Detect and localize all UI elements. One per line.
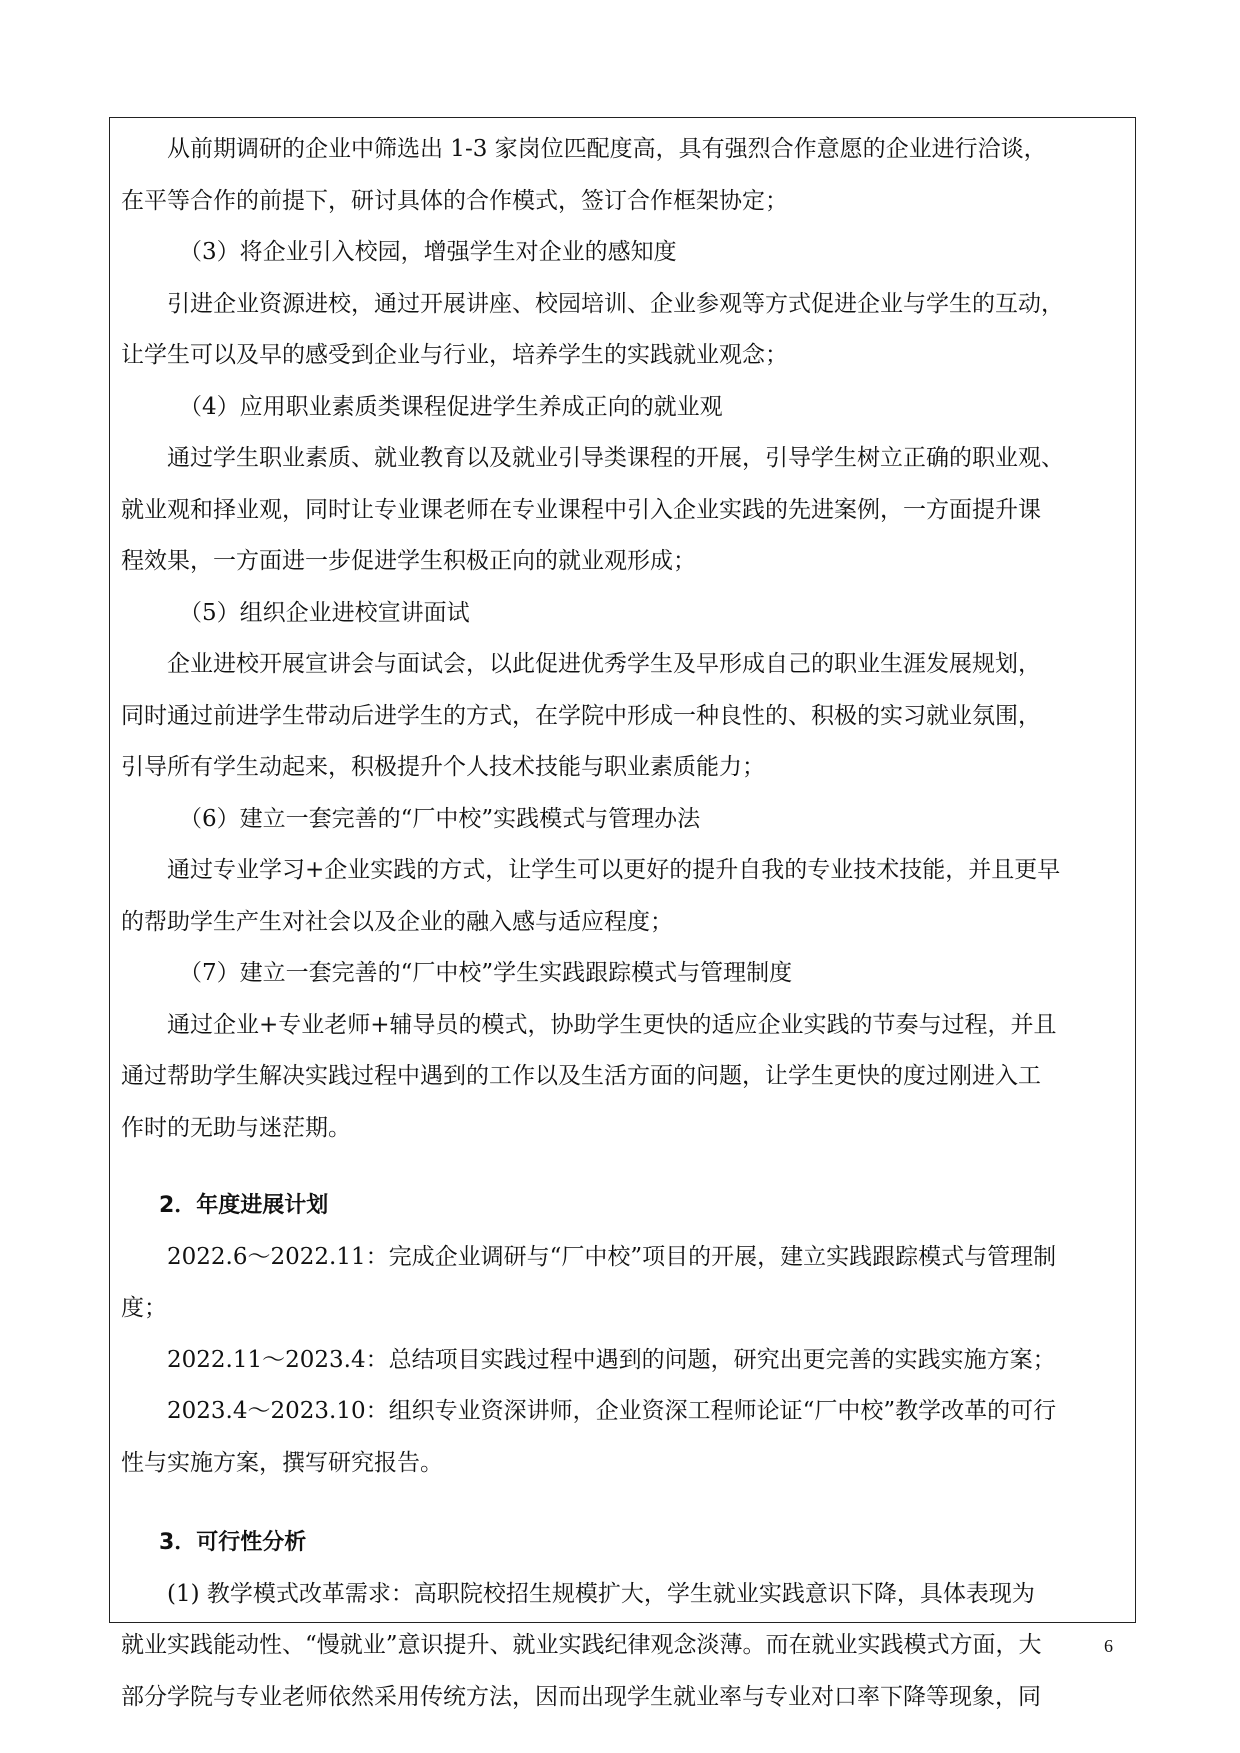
page-number: 6 [1104, 1636, 1113, 1656]
paragraph-line: 同时通过前进学生带动后进学生的方式，在学院中形成一种良性的、积极的实习就业氛围， [121, 702, 1041, 729]
feasibility-line: 部分学院与专业老师依然采用传统方法，因而出现学生就业率与专业对口率下降等现象，同 [121, 1683, 1041, 1710]
section-spacer [121, 1154, 1115, 1180]
section-spacer [121, 1489, 1115, 1517]
paragraph-line: 引导所有学生动起来，积极提升个人技术技能与职业素质能力； [121, 754, 765, 780]
paragraph-line: 通过帮助学生解决实践过程中遇到的工作以及生活方面的问题，让学生更快的度过刚进入工 [121, 1063, 1041, 1089]
feasibility-line: 就业实践能动性、“慢就业”意识提升、就业实践纪律观念淡薄。而在就业实践模式方面，大 [121, 1632, 1042, 1658]
paragraph-line: 通过专业学习+企业实践的方式，让学生可以更好的提升自我的专业技术技能，并且更早 [167, 857, 1061, 883]
plan-line: 度； [121, 1295, 167, 1321]
plan-line: 2023.4～2023.10：组织专业资深讲师，企业资深工程师论证“厂中校”教学改革的可行 [167, 1398, 1057, 1424]
plan-line: 2022.11～2023.4：总结项目实践过程中遇到的问题，研究出更完善的实践实施方案； [167, 1346, 1056, 1373]
paragraph-line: 的帮助学生产生对社会以及企业的融入感与适应程度； [121, 908, 673, 935]
item-heading-4: （4）应用职业素质类课程促进学生养成正向的就业观 [179, 393, 723, 420]
item-heading-6: （6）建立一套完善的“厂中校”实践模式与管理办法 [179, 805, 701, 832]
item-heading-3: （3）将企业引入校园，增强学生对企业的感知度 [179, 239, 677, 265]
item-heading-7: （7）建立一套完善的“厂中校”学生实践跟踪模式与管理制度 [179, 960, 793, 986]
paragraph-line: 作时的无助与迷茫期。 [121, 1114, 351, 1141]
paragraph-line: 让学生可以及早的感受到企业与行业，培养学生的实践就业观念； [121, 342, 788, 368]
paragraph-line: 企业进校开展宣讲会与面试会，以此促进优秀学生及早形成自己的职业生涯发展规划， [167, 651, 1041, 677]
plan-line: 性与实施方案，撰写研究报告。 [121, 1449, 443, 1476]
item-heading-5: （5）组织企业进校宣讲面试 [179, 599, 470, 626]
paragraph-line: 通过学生职业素质、就业教育以及就业引导类课程的开展，引导学生树立正确的职业观、 [167, 445, 1064, 471]
plan-line: 2022.6～2022.11：完成企业调研与“厂中校”项目的开展，建立实践跟踪模式与管理制 [167, 1243, 1057, 1270]
paragraph-line: 程效果，一方面进一步促进学生积极正向的就业观形成； [121, 548, 696, 574]
paragraph-line: 引进企业资源进校，通过开展讲座、校园培训、企业参观等方式促进企业与学生的互动， [167, 290, 1064, 317]
paragraph-line: 就业观和择业观，同时让专业课老师在专业课程中引入企业实践的先进案例，一方面提升课 [121, 496, 1041, 523]
paragraph-line: 从前期调研的企业中筛选出 1-3 家岗位匹配度高，具有强烈合作意愿的企业进行洽谈， [167, 136, 1047, 162]
section-heading-feasibility: 3．可行性分析 [159, 1530, 307, 1555]
section-heading-progress-plan: 2．年度进展计划 [159, 1193, 329, 1218]
content-frame [109, 117, 1136, 1710]
paragraph-line: 在平等合作的前提下，研讨具体的合作模式，签订合作框架协定； [121, 187, 788, 214]
feasibility-line: (1) 教学模式改革需求：高职院校招生规模扩大，学生就业实践意识下降，具体表现为 [167, 1580, 1035, 1607]
paragraph-line: 通过企业+专业老师+辅导员的模式，协助学生更快的适应企业实践的节奏与过程，并且 [167, 1011, 1057, 1038]
